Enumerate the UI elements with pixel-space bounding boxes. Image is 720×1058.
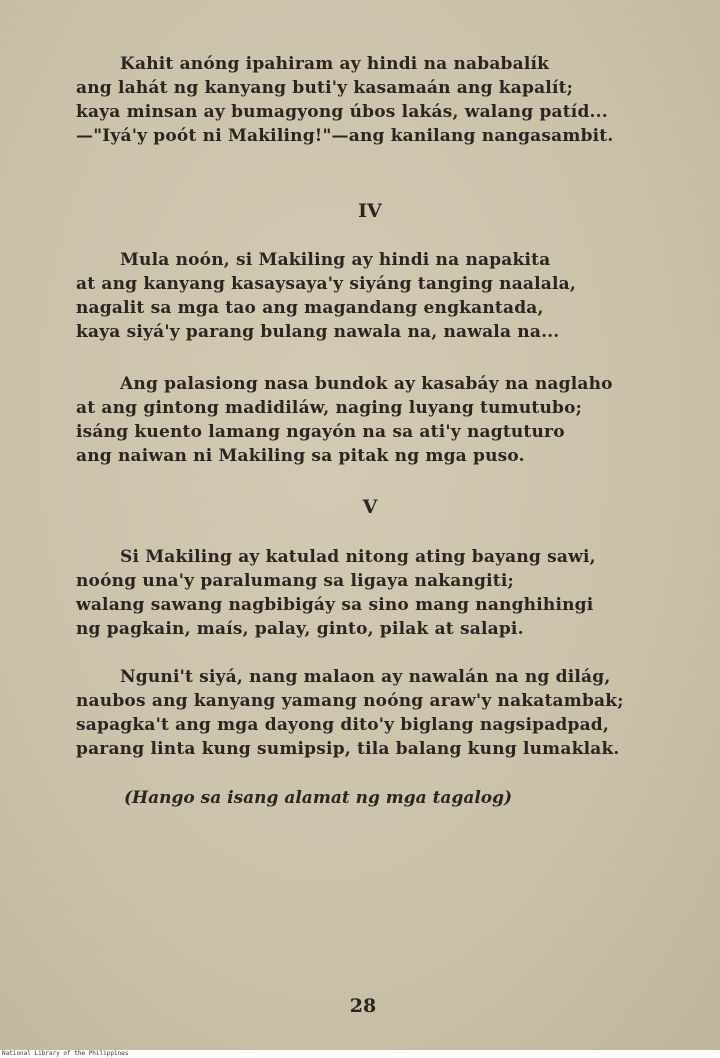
page-number: 28 bbox=[349, 995, 377, 1017]
source-citation: (Hango sa isang alamat ng mga tagalog) bbox=[124, 788, 513, 808]
verse-line: parang linta kung sumipsip, tila balang kung lumaklak. bbox=[76, 739, 620, 759]
verse-line: kaya siyá'y parang bulang nawala na, nawala na... bbox=[76, 322, 560, 342]
verse-line: isáng kuento lamang ngayón na sa ati'y nagtuturo bbox=[76, 422, 565, 442]
stanza-5 bbox=[76, 665, 676, 761]
verse-line: Ang palasiong nasa bundok ay kasabáy na naglaho bbox=[120, 374, 613, 394]
verse-line: walang sawang nagbibigáy sa sino mang nanghihingi bbox=[76, 595, 594, 615]
stanza-1 bbox=[76, 52, 676, 148]
stanza-4 bbox=[76, 545, 676, 641]
stanza-3 bbox=[76, 372, 676, 468]
verse-line: naubos ang kanyang yamang noóng araw'y nakatambak; bbox=[76, 691, 624, 711]
verse-line: ang naiwan ni Makiling sa pitak ng mga puso. bbox=[76, 446, 525, 466]
library-footer: National Library of the Philippines bbox=[0, 1050, 720, 1058]
verse-line: ng pagkain, maís, palay, ginto, pilak at salapi. bbox=[76, 619, 524, 639]
section-heading-v: V bbox=[362, 496, 378, 518]
verse-line: Mula noón, si Makiling ay hindi na napakita bbox=[120, 250, 551, 270]
verse-line: —"Iyá'y poót ni Makiling!"—ang kanilang nangasambit. bbox=[76, 126, 614, 146]
verse-line: Si Makiling ay katulad nitong ating bayang sawi, bbox=[120, 547, 596, 567]
section-heading-iv: IV bbox=[358, 200, 382, 222]
verse-line: at ang gintong madidiláw, naging luyang tumutubo; bbox=[76, 398, 583, 418]
verse-line: noóng una'y paralumang sa ligaya nakangiti; bbox=[76, 571, 514, 591]
verse-line: nagalit sa mga tao ang magandang engkantada, bbox=[76, 298, 544, 318]
verse-line: kaya minsan ay bumagyong úbos lakás, walang patíd... bbox=[76, 102, 608, 122]
verse-line: Nguni't siyá, nang malaon ay nawalán na ng dilág, bbox=[120, 667, 611, 687]
verse-line: sapagka't ang mga dayong dito'y biglang nagsipadpad, bbox=[76, 715, 610, 735]
verse-line: Kahit anóng ipahiram ay hindi na nababalík bbox=[120, 54, 550, 74]
stanza-2 bbox=[76, 248, 676, 344]
verse-line: ang lahát ng kanyang buti'y kasamaán ang kapalít; bbox=[76, 78, 574, 98]
verse-line: at ang kanyang kasaysaya'y siyáng tanging naalala, bbox=[76, 274, 576, 294]
